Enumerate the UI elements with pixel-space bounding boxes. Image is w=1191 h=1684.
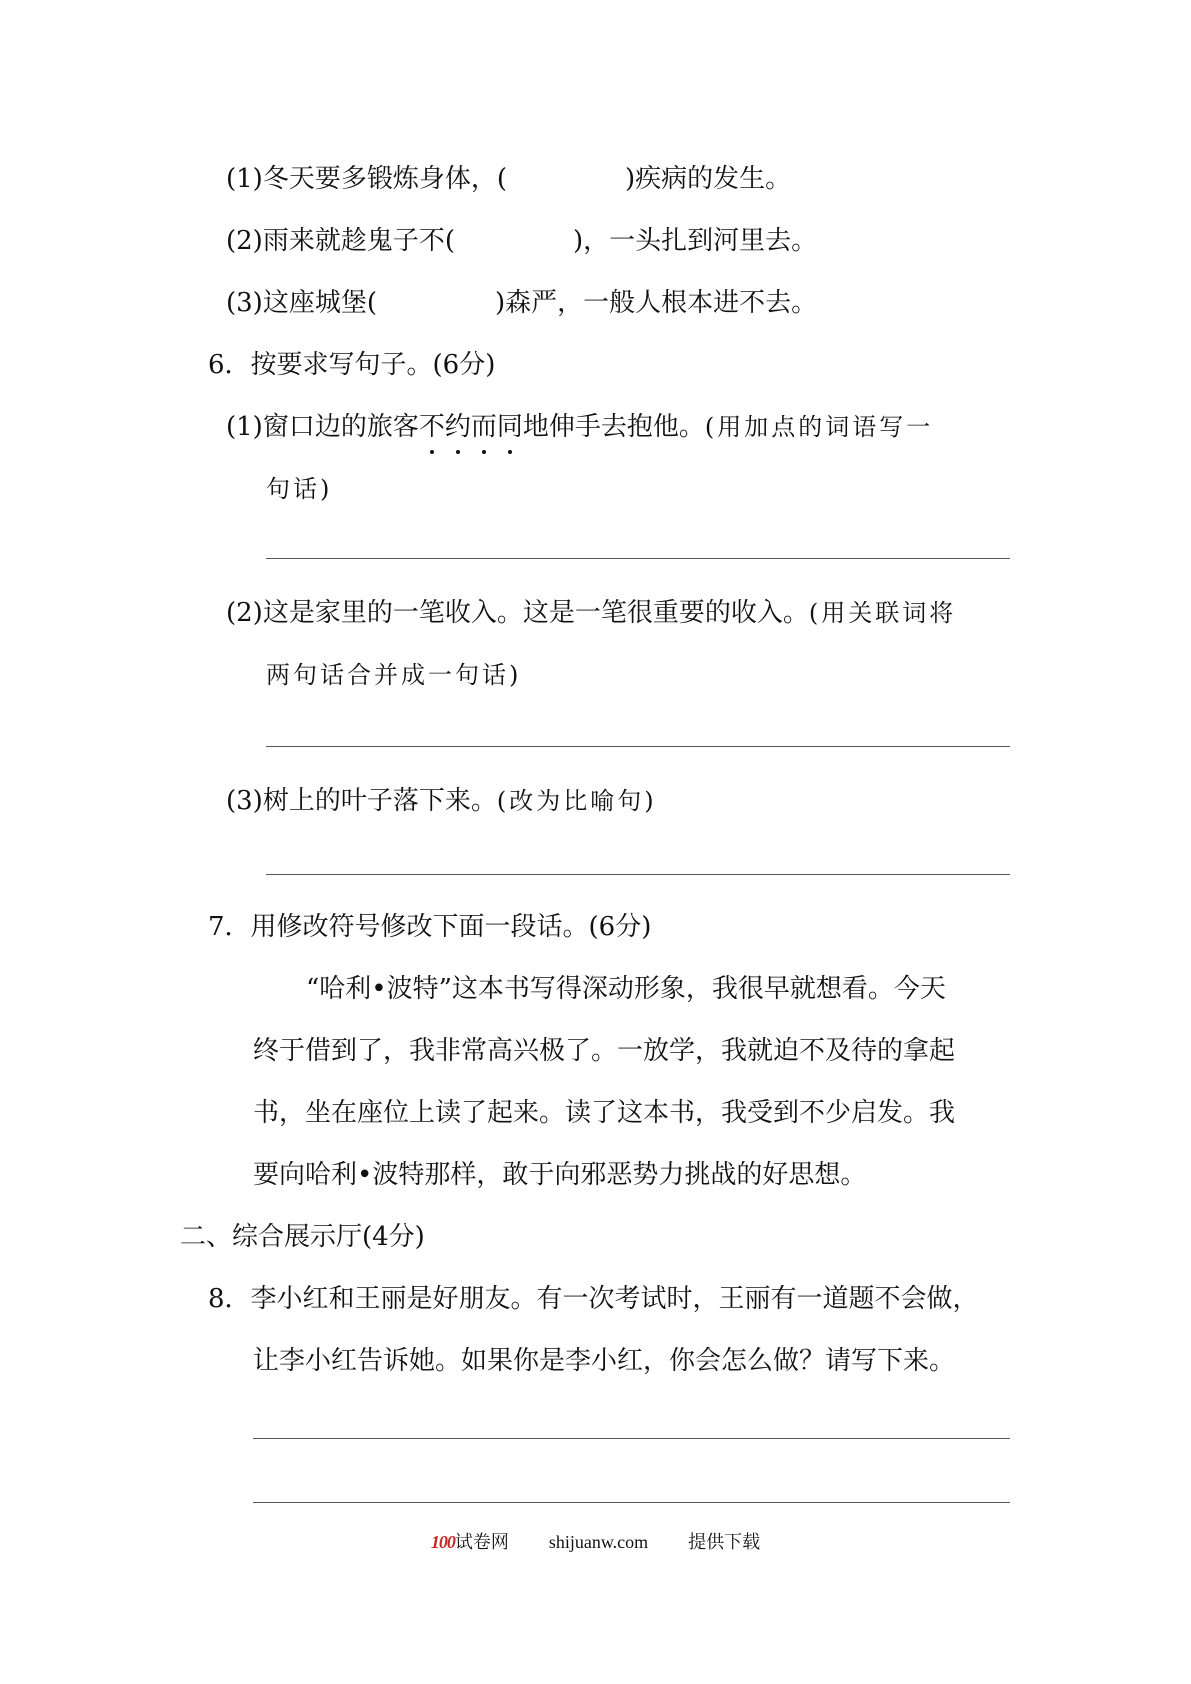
q5-item-1 (226, 162, 791, 196)
section-2-heading: 二、综合展示厅(4分) (180, 1222, 425, 1252)
dotted-char: 约 (444, 412, 471, 442)
q6-item-2-answer-line[interactable] (266, 746, 1010, 747)
q6-item-1-note-a: (用加点的词语写一 (704, 413, 934, 441)
q6-item-1-note-b: 句话) (266, 475, 333, 503)
q6-item-3 (226, 784, 657, 818)
q8-question-line-1: 8．李小红和王丽是好朋友。有一次考试时，王丽有一道题不会做， (208, 1284, 979, 1314)
q6-item-1-pre: (1)窗口边的旅客 (226, 412, 419, 442)
q7-paragraph-line-1: “哈利•波特”这本书写得深动形象，我很早就想看。今天 (306, 974, 946, 1004)
q6-item-3-text: (3)树上的叶子落下来。 (226, 786, 497, 816)
q7-paragraph-line-3: 书，坐在座位上读了起来。读了这本书，我受到不少启发。我 (253, 1098, 956, 1128)
q5-item-3-pre: (3)这座城堡( (226, 288, 377, 318)
q7-paragraph-line-4: 要向哈利•波特那样，敢于向邪恶势力挑战的好思想。 (253, 1160, 867, 1190)
q8-answer-line-2[interactable] (253, 1502, 1010, 1503)
site-domain: shijuanw.com (548, 1532, 649, 1552)
q8-answer-line-1[interactable] (253, 1438, 1010, 1439)
q5-item-2-pre: (2)雨来就趁鬼子不( (226, 226, 455, 256)
q8-question-line-2: 让李小红告诉她。如果你是李小红，你会怎么做？请写下来。 (253, 1346, 956, 1376)
q6-item-1-dotted-word (419, 410, 523, 444)
dotted-char: 而 (470, 412, 497, 442)
q7-heading: 7．用修改符号修改下面一段话。(6分) (208, 912, 652, 942)
q6-item-3-answer-line[interactable] (266, 874, 1010, 875)
footer (0, 1528, 1191, 1554)
q5-item-3-post: )森严，一般人根本进不去。 (494, 288, 818, 318)
dotted-char: 不 (418, 412, 445, 442)
q6-heading: 6．按要求写句子。(6分) (208, 350, 496, 380)
q6-item-1 (226, 410, 933, 444)
q5-item-3 (226, 286, 817, 320)
site-logo-icon: 100 (430, 1532, 455, 1552)
q6-item-2-text: (2)这是家里的一笔收入。这是一笔很重要的收入。 (226, 598, 809, 628)
q6-item-1-answer-line[interactable] (266, 558, 1010, 559)
q6-item-2-note-b: 两句话合并成一句话) (266, 661, 522, 689)
q6-item-2 (226, 596, 956, 630)
q5-item-2 (226, 224, 817, 258)
dotted-char: 同 (496, 412, 523, 442)
q6-item-1-post: 地伸手去抱他。 (522, 412, 705, 442)
q6-item-3-note: (改为比喻句) (496, 787, 657, 815)
q7-paragraph-line-2: 终于借到了，我非常高兴极了。一放学，我就迫不及待的拿起 (253, 1036, 956, 1066)
footer-note: 提供下载 (688, 1532, 761, 1552)
q5-item-1-post: )疾病的发生。 (624, 164, 792, 194)
q5-item-1-pre: (1)冬天要多锻炼身体，( (226, 164, 507, 194)
site-name: 试卷网 (454, 1532, 509, 1552)
q6-item-2-note-a: (用关联词将 (808, 599, 957, 627)
q5-item-2-post: )，一头扎到河里去。 (572, 226, 818, 256)
